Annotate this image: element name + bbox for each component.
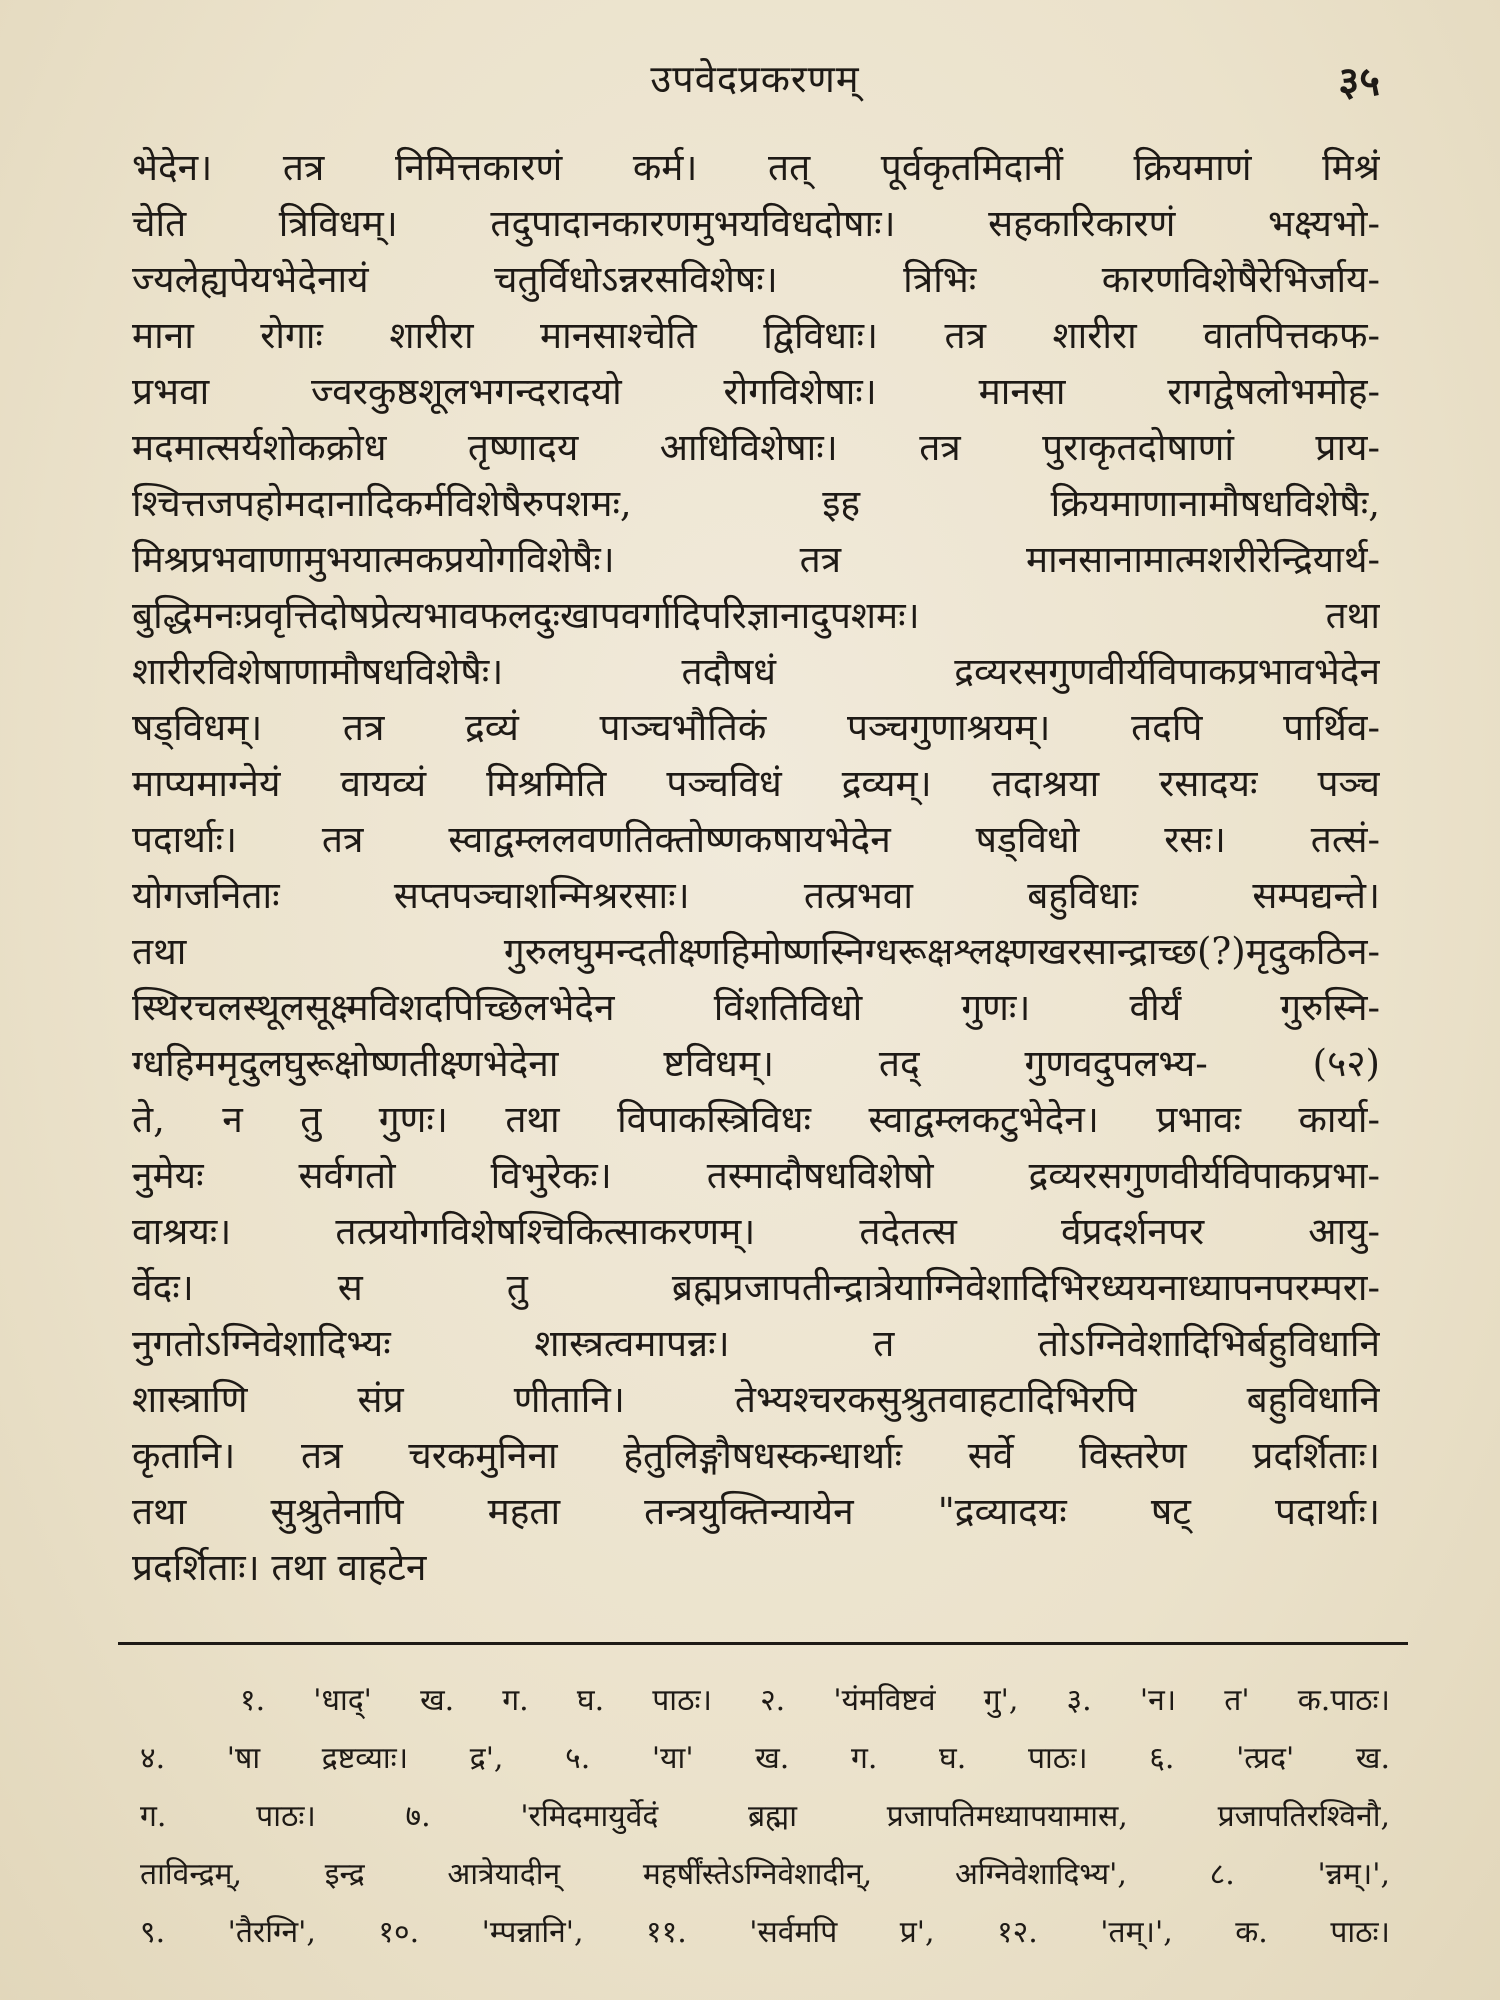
footnote-line: ग. पाठः। ७. 'रमिदमायुर्वेदं ब्रह्मा प्रजापतिमध्यापयामास, प्रजापतिरश्विनौ, bbox=[140, 1799, 1390, 1834]
text-line: शास्त्राणि संप्र णीतानि। तेभ्यश्चरकसुश्रुतवाहटादिभिरपि बहुविधानि bbox=[132, 1378, 1380, 1421]
text-line: पदार्थाः। तत्र स्वाद्वम्ललवणतिक्तोष्णकषायभेदेन षड्विधो रसः। तत्सं- bbox=[132, 818, 1380, 861]
text-line: प्रभवा ज्वरकुष्ठशूलभगन्दरादयो रोगविशेषाः। मानसा रागद्वेषलोभमोह- bbox=[132, 370, 1380, 413]
text-line: ग्धहिममृदुलघुरूक्षोष्णतीक्ष्णभेदेना ष्टविधम्। तद् गुणवदुपलभ्य- (५२) bbox=[132, 1042, 1380, 1085]
footnotes bbox=[140, 1672, 1390, 1962]
text-line: माप्यमाग्नेयं वायव्यं मिश्रमिति पञ्चविधं द्रव्यम्। तदाश्रया रसादयः पञ्च bbox=[132, 762, 1380, 805]
text-line: श्चित्तजपहोमदानादिकर्मविशेषैरुपशमः, इह क्रियमाणानामौषधविशेषैः, bbox=[132, 482, 1380, 525]
running-title: उपवेदप्रकरणम् bbox=[650, 57, 860, 101]
text-line: तथा गुरुलघुमन्दतीक्ष्णहिमोष्णस्निग्धरूक्षश्लक्ष्णखरसान्द्राच्छ(?)मृदुकठिन- bbox=[132, 930, 1380, 973]
text-line: माना रोगाः शारीरा मानसाश्चेति द्विविधाः। तत्र शारीरा वातपित्तकफ- bbox=[132, 314, 1380, 357]
footnote-divider bbox=[118, 1642, 1408, 1645]
footnote-line: ९. 'तैरग्नि', १०. 'म्पन्नानि', ११. 'सर्वमपि प्र', १२. 'तम्।', क. पाठः। bbox=[140, 1915, 1390, 1950]
footnote-line: ताविन्द्रम्, इन्द्र आत्रेयादीन् महर्षींस्तेऽग्निवेशादीन्, अग्निवेशादिभ्य', ८. 'न्नम्।', bbox=[140, 1857, 1390, 1892]
text-line: तथा सुश्रुतेनापि महता तन्त्रयुक्तिन्यायेन "द्रव्यादयः षट् पदार्थाः। bbox=[132, 1490, 1380, 1533]
text-line: बुद्धिमनःप्रवृत्तिदोषप्रेत्यभावफलदुःखापवर्गादिपरिज्ञानादुपशमः। तथा bbox=[132, 594, 1380, 637]
text-line: वाश्रयः। तत्प्रयोगविशेषश्चिकित्साकरणम्। तदेतत्स र्वप्रदर्शनपर आयु- bbox=[132, 1210, 1380, 1253]
text-line: कृतानि। तत्र चरकमुनिना हेतुलिङ्गौषधस्कन्धार्थाः सर्वे विस्तरेण प्रदर्शिताः। bbox=[132, 1434, 1380, 1477]
text-line: ज्यलेह्यपेयभेदेनायं चतुर्विधोऽन्नरसविशेषः। त्रिभिः कारणविशेषैरेभिर्जाय- bbox=[132, 258, 1380, 301]
text-line: मिश्रप्रभवाणामुभयात्मकप्रयोगविशेषैः। तत्र मानसानामात्मशरीरेन्द्रियार्थ- bbox=[132, 538, 1380, 581]
text-line: ते, न तु गुणः। तथा विपाकस्त्रिविधः स्वाद्वम्लकटुभेदेन। प्रभावः कार्या- bbox=[132, 1098, 1380, 1141]
main-text bbox=[132, 140, 1380, 1596]
text-line: षड्विधम्। तत्र द्रव्यं पाञ्चभौतिकं पञ्चगुणाश्रयम्। तदपि पार्थिव- bbox=[132, 706, 1380, 749]
text-line: र्वेदः। स तु ब्रह्मप्रजापतीन्द्रात्रेयाग्निवेशादिभिरध्ययनाध्यापनपरम्परा- bbox=[132, 1266, 1380, 1309]
footnote-line: १. 'धाद्' ख. ग. घ. पाठः। २. 'यंमविष्टवं गु', ३. 'न। त' क.पाठः। bbox=[240, 1683, 1390, 1718]
text-line: भेदेन। तत्र निमित्तकारणं कर्म। तत् पूर्वकृतमिदानीं क्रियमाणं मिश्रं bbox=[132, 146, 1380, 189]
text-line: नुमेयः सर्वगतो विभुरेकः। तस्मादौषधविशेषो द्रव्यरसगुणवीर्यविपाकप्रभा- bbox=[132, 1154, 1380, 1197]
text-line: प्रदर्शिताः। तथा वाहटेन bbox=[132, 1546, 427, 1589]
text-line: नुगतोऽग्निवेशादिभ्यः शास्त्रत्वमापन्नः। त तोऽग्निवेशादिभिर्बहुविधानि bbox=[132, 1322, 1380, 1365]
page-number: ३५ bbox=[1338, 58, 1380, 105]
text-line: योगजनिताः सप्तपञ्चाशन्मिश्ररसाः। तत्प्रभवा बहुविधाः सम्पद्यन्ते। bbox=[132, 874, 1380, 917]
footnote-line: ४. 'षा द्रष्टव्याः। द्र', ५. 'या' ख. ग. घ. पाठः। ६. 'त्प्रद' ख. bbox=[140, 1741, 1390, 1776]
text-line: चेति त्रिविधम्। तदुपादानकारणमुभयविधदोषाः। सहकारिकारणं भक्ष्यभो- bbox=[132, 202, 1380, 245]
text-line: मदमात्सर्यशोकक्रोध तृष्णादय आधिविशेषाः। तत्र पुराकृतदोषाणां प्राय- bbox=[132, 426, 1380, 469]
text-line: स्थिरचलस्थूलसूक्ष्मविशदपिच्छिलभेदेन विंशतिविधो गुणः। वीर्यं गुरुस्नि- bbox=[132, 986, 1380, 1029]
text-line: शारीरविशेषाणामौषधविशेषैः। तदौषधं द्रव्यरसगुणवीर्यविपाकप्रभावभेदेन bbox=[132, 650, 1380, 693]
page-header bbox=[130, 52, 1380, 112]
